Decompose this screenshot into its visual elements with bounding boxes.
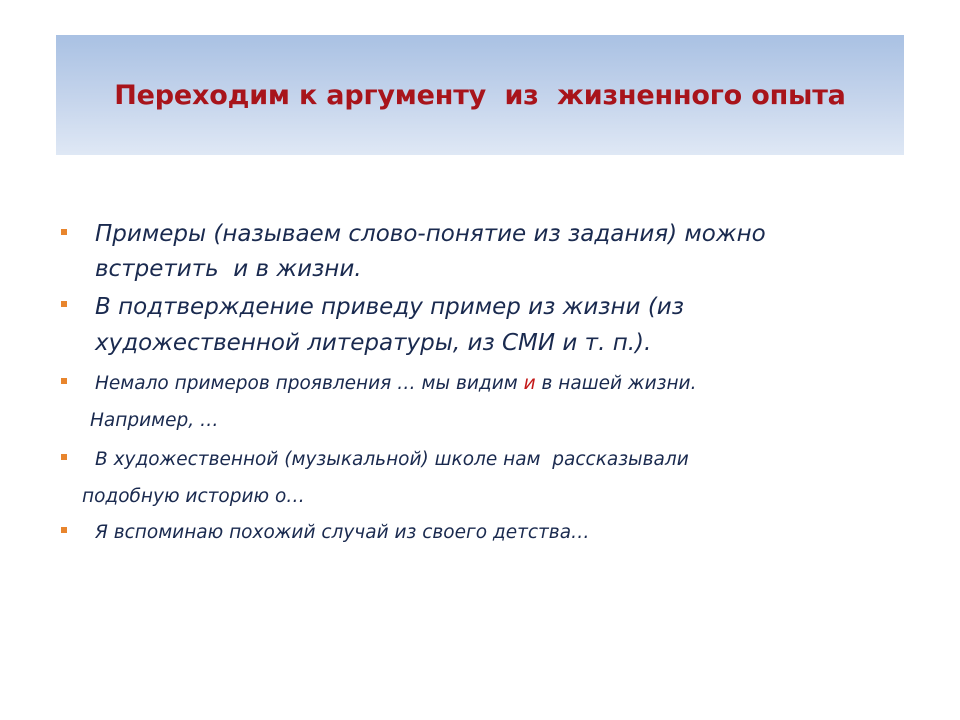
bullet-icon: [61, 454, 67, 460]
list-item-line: подобную историю о…: [82, 486, 305, 507]
list-item-line: встретить и в жизни.: [95, 256, 362, 282]
title-band: [56, 35, 904, 155]
list-item-line: Например, …: [90, 410, 219, 431]
list-item-line: В подтверждение приведу пример из жизни (из: [95, 294, 684, 320]
bullet-icon: [61, 527, 67, 533]
list-item-line: художественной литературы, из СМИ и т. п.).: [95, 330, 652, 356]
bullet-icon: [61, 378, 67, 384]
highlighted-word: и: [523, 373, 536, 394]
list-item-line: Примеры (называем слово-понятие из задания) можно: [95, 221, 766, 247]
list-item-text: Немало примеров проявления … мы видим: [95, 373, 524, 394]
list-item-line: В художественной (музыкальной) школе нам рассказывали: [95, 449, 689, 470]
list-item-text: в нашей жизни.: [535, 373, 697, 394]
list-item-line: Я вспоминаю похожий случай из своего детства…: [95, 522, 590, 543]
list-item-line: [95, 373, 960, 394]
bullet-icon: [61, 229, 67, 235]
bullet-icon: [61, 301, 67, 307]
slide-title: Переходим к аргументу из жизненного опыта: [114, 79, 846, 111]
